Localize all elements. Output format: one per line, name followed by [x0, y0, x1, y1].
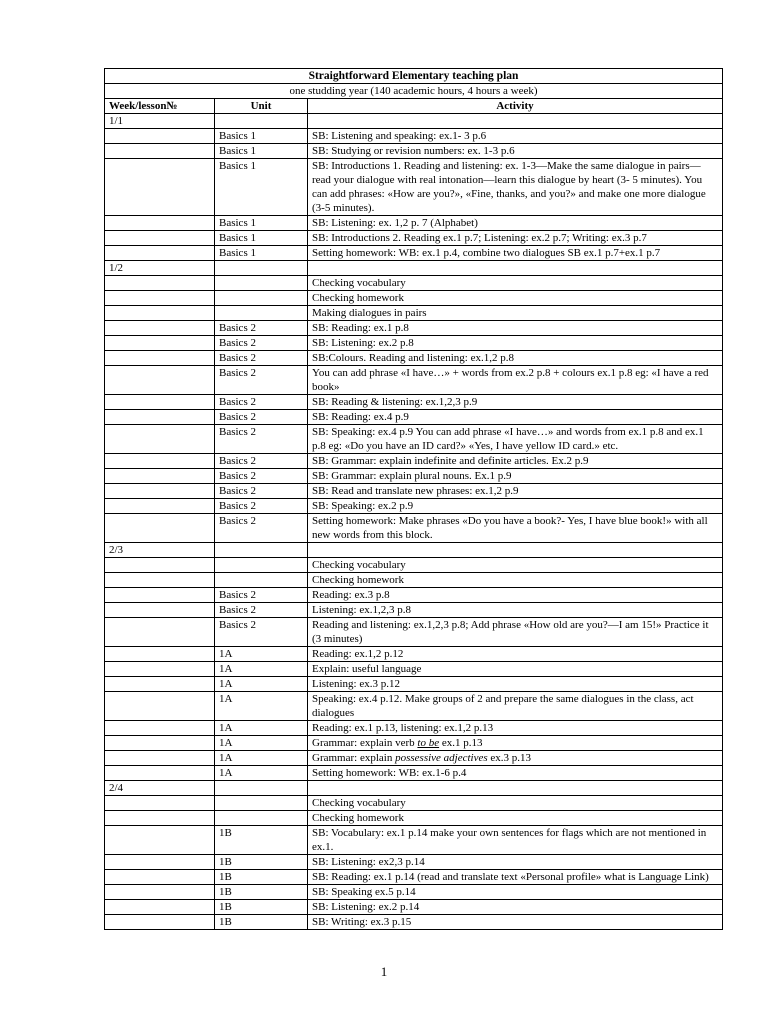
table-row: [105, 129, 723, 144]
week-cell: [105, 291, 215, 306]
table-row: [105, 291, 723, 306]
unit-cell: 1A: [215, 647, 308, 662]
activity-cell: You can add phrase «I have…» + words from ex.2 p.8 + colours ex.1 p.8 eg: «I have a red book»: [308, 366, 723, 395]
week-cell: [105, 321, 215, 336]
week-cell: [105, 915, 215, 930]
table-row: [105, 261, 723, 276]
header-row: [105, 99, 723, 114]
table-row: [105, 915, 723, 930]
unit-cell: [215, 261, 308, 276]
table-row: [105, 336, 723, 351]
unit-cell: 1A: [215, 736, 308, 751]
unit-cell: Basics 2: [215, 351, 308, 366]
header-activity: Activity: [308, 99, 723, 114]
activity-cell: [308, 543, 723, 558]
unit-cell: Basics 1: [215, 144, 308, 159]
activity-cell: Reading: ex.1 p.13, listening: ex.1,2 p.13: [308, 721, 723, 736]
unit-cell: [215, 114, 308, 129]
activity-cell: SB: Listening: ex. 1,2 p. 7 (Alphabet): [308, 216, 723, 231]
activity-cell: SB: Listening: ex2,3 p.14: [308, 855, 723, 870]
week-cell: [105, 677, 215, 692]
week-cell: [105, 484, 215, 499]
unit-cell: Basics 1: [215, 159, 308, 216]
subtitle-row: [105, 84, 723, 99]
table-row: [105, 647, 723, 662]
activity-cell: [308, 261, 723, 276]
activity-cell: SB: Grammar: explain plural nouns. Ex.1 p.9: [308, 469, 723, 484]
unit-cell: [215, 573, 308, 588]
week-cell: [105, 129, 215, 144]
unit-cell: [215, 781, 308, 796]
week-cell: 1/1: [105, 114, 215, 129]
unit-cell: 1B: [215, 885, 308, 900]
unit-cell: Basics 2: [215, 618, 308, 647]
week-cell: [105, 885, 215, 900]
week-cell: [105, 603, 215, 618]
activity-emphasis: possessive adjectives: [395, 752, 488, 764]
week-cell: [105, 558, 215, 573]
activity-cell: Listening: ex.1,2,3 p.8: [308, 603, 723, 618]
activity-cell: SB: Grammar: explain indefinite and definite articles. Ex.2 p.9: [308, 454, 723, 469]
week-cell: [105, 766, 215, 781]
unit-cell: Basics 2: [215, 454, 308, 469]
unit-cell: Basics 2: [215, 603, 308, 618]
table-row: [105, 751, 723, 766]
unit-cell: Basics 2: [215, 588, 308, 603]
activity-cell: SB: Reading & listening: ex.1,2,3 p.9: [308, 395, 723, 410]
header-unit: Unit: [215, 99, 308, 114]
title-row: [105, 69, 723, 84]
unit-cell: 1B: [215, 855, 308, 870]
week-cell: [105, 336, 215, 351]
activity-cell: [308, 781, 723, 796]
week-cell: [105, 870, 215, 885]
week-cell: [105, 231, 215, 246]
table-row: [105, 721, 723, 736]
header-week: Week/lesson№: [105, 99, 215, 114]
unit-cell: Basics 2: [215, 366, 308, 395]
week-cell: [105, 159, 215, 216]
week-cell: [105, 573, 215, 588]
unit-cell: 1A: [215, 766, 308, 781]
activity-cell: SB: Listening: ex.2 p.8: [308, 336, 723, 351]
activity-cell: SB: Vocabulary: ex.1 p.14 make your own sentences for flags which are not mentioned in ex.1.: [308, 826, 723, 855]
activity-text: Grammar: explain verb: [312, 737, 418, 749]
activity-cell: Speaking: ex.4 p.12. Make groups of 2 and prepare the same dialogues in the class, act dialogues: [308, 692, 723, 721]
activity-cell: SB: Introductions 2. Reading ex.1 p.7; Listening: ex.2 p.7; Writing: ex.3 p.7: [308, 231, 723, 246]
unit-cell: 1A: [215, 721, 308, 736]
week-cell: [105, 366, 215, 395]
activity-cell: SB:Colours. Reading and listening: ex.1,2 p.8: [308, 351, 723, 366]
activity-cell: SB: Reading: ex.4 p.9: [308, 410, 723, 425]
unit-cell: Basics 2: [215, 395, 308, 410]
table-row: [105, 588, 723, 603]
unit-cell: [215, 811, 308, 826]
activity-cell: Explain: useful language: [308, 662, 723, 677]
unit-cell: Basics 2: [215, 514, 308, 543]
table-row: [105, 425, 723, 454]
unit-cell: 1A: [215, 662, 308, 677]
activity-cell: Reading: ex.3 p.8: [308, 588, 723, 603]
week-cell: [105, 588, 215, 603]
table-row: [105, 573, 723, 588]
table-row: [105, 677, 723, 692]
week-cell: [105, 410, 215, 425]
table-row: [105, 885, 723, 900]
activity-cell: Listening: ex.3 p.12: [308, 677, 723, 692]
unit-cell: 1A: [215, 751, 308, 766]
document-title: Straightforward Elementary teaching plan: [105, 69, 723, 84]
week-cell: [105, 662, 215, 677]
table-row: [105, 395, 723, 410]
table-row: [105, 469, 723, 484]
table-row: [105, 514, 723, 543]
activity-cell: SB: Reading: ex.1 p.8: [308, 321, 723, 336]
activity-emphasis: to be: [417, 737, 440, 749]
table-row: [105, 618, 723, 647]
table-row: [105, 558, 723, 573]
table-row: [105, 216, 723, 231]
unit-cell: Basics 2: [215, 410, 308, 425]
activity-cell: Checking vocabulary: [308, 276, 723, 291]
unit-cell: 1B: [215, 900, 308, 915]
table-row: [105, 499, 723, 514]
activity-cell: SB: Read and translate new phrases: ex.1,2 p.9: [308, 484, 723, 499]
activity-cell: Checking vocabulary: [308, 796, 723, 811]
activity-cell: SB: Studying or revision numbers: ex. 1-3 p.6: [308, 144, 723, 159]
unit-cell: [215, 558, 308, 573]
week-cell: 1/2: [105, 261, 215, 276]
unit-cell: Basics 1: [215, 216, 308, 231]
week-cell: [105, 855, 215, 870]
week-cell: 2/3: [105, 543, 215, 558]
table-row: [105, 114, 723, 129]
activity-cell: SB: Speaking ex.5 p.14: [308, 885, 723, 900]
table-row: [105, 231, 723, 246]
table-row: [105, 811, 723, 826]
table-row: [105, 826, 723, 855]
teaching-plan-table: [104, 68, 723, 930]
table-row: [105, 276, 723, 291]
activity-cell: SB: Listening: ex.2 p.14: [308, 900, 723, 915]
unit-cell: 1A: [215, 692, 308, 721]
week-cell: [105, 647, 215, 662]
activity-cell: SB: Reading: ex.1 p.14 (read and translate text «Personal profile» what is Language Link): [308, 870, 723, 885]
unit-cell: Basics 2: [215, 425, 308, 454]
table-row: [105, 321, 723, 336]
unit-cell: [215, 306, 308, 321]
table-row: [105, 781, 723, 796]
page-number: 1: [380, 964, 388, 979]
table-row: [105, 603, 723, 618]
activity-text: ex.1 p.13: [439, 737, 483, 749]
table-row: [105, 662, 723, 677]
unit-cell: Basics 2: [215, 499, 308, 514]
table-row: [105, 454, 723, 469]
week-cell: [105, 246, 215, 261]
week-cell: 2/4: [105, 781, 215, 796]
activity-cell: [308, 114, 723, 129]
table-row: [105, 144, 723, 159]
week-cell: [105, 351, 215, 366]
unit-cell: 1B: [215, 826, 308, 855]
unit-cell: Basics 2: [215, 484, 308, 499]
activity-cell: SB: Writing: ex.3 p.15: [308, 915, 723, 930]
unit-cell: Basics 2: [215, 321, 308, 336]
activity-cell: SB: Listening and speaking: ex.1- 3 p.6: [308, 129, 723, 144]
week-cell: [105, 454, 215, 469]
week-cell: [105, 736, 215, 751]
week-cell: [105, 796, 215, 811]
table-row: [105, 366, 723, 395]
week-cell: [105, 900, 215, 915]
activity-cell: Setting homework: WB: ex.1 p.4, combine two dialogues SB ex.1 p.7+ex.1 p.7: [308, 246, 723, 261]
activity-text: Grammar: explain: [312, 752, 396, 764]
table-row: [105, 246, 723, 261]
week-cell: [105, 826, 215, 855]
table-row: [105, 900, 723, 915]
activity-cell: Checking vocabulary: [308, 558, 723, 573]
table-row: [105, 736, 723, 751]
table-row: [105, 351, 723, 366]
activity-cell: Reading and listening: ex.1,2,3 p.8; Add phrase «How old are you?—I am 15!» Practice it (3 minutes): [308, 618, 723, 647]
activity-cell: SB: Introductions 1. Reading and listening: ex. 1-3—Make the same dialogue in pairs—read your dialogue with real intonation—learn this dialogue by heart (3- 5 minutes). You can add phrases: «How are you?», «Fine, thanks, and you?» and make one more dialogue (3-5 minutes).: [308, 159, 723, 216]
table-row: [105, 543, 723, 558]
week-cell: [105, 425, 215, 454]
unit-cell: 1A: [215, 677, 308, 692]
document-subtitle: one studding year (140 academic hours, 4 hours a week): [105, 84, 723, 99]
week-cell: [105, 618, 215, 647]
week-cell: [105, 395, 215, 410]
table-row: [105, 766, 723, 781]
week-cell: [105, 514, 215, 543]
table-row: [105, 410, 723, 425]
week-cell: [105, 751, 215, 766]
unit-cell: Basics 1: [215, 246, 308, 261]
unit-cell: 1B: [215, 915, 308, 930]
activity-cell: Making dialogues in pairs: [308, 306, 723, 321]
week-cell: [105, 811, 215, 826]
week-cell: [105, 469, 215, 484]
week-cell: [105, 306, 215, 321]
week-cell: [105, 721, 215, 736]
week-cell: [105, 692, 215, 721]
activity-cell: Checking homework: [308, 811, 723, 826]
activity-cell: SB: Speaking: ex.2 p.9: [308, 499, 723, 514]
unit-cell: [215, 543, 308, 558]
table-row: [105, 484, 723, 499]
activity-text: ex.3 p.13: [487, 752, 532, 764]
table-row: [105, 796, 723, 811]
unit-cell: 1B: [215, 870, 308, 885]
table-row: [105, 855, 723, 870]
unit-cell: Basics 2: [215, 469, 308, 484]
activity-cell: Checking homework: [308, 291, 723, 306]
activity-cell: [308, 751, 723, 766]
unit-cell: Basics 1: [215, 231, 308, 246]
unit-cell: [215, 291, 308, 306]
activity-cell: Setting homework: Make phrases «Do you have a book?- Yes, I have blue book!» with all new words from this block.: [308, 514, 723, 543]
table-row: [105, 692, 723, 721]
unit-cell: Basics 2: [215, 336, 308, 351]
unit-cell: [215, 796, 308, 811]
week-cell: [105, 276, 215, 291]
table-row: [105, 159, 723, 216]
activity-cell: Checking homework: [308, 573, 723, 588]
week-cell: [105, 144, 215, 159]
table-row: [105, 306, 723, 321]
week-cell: [105, 499, 215, 514]
unit-cell: Basics 1: [215, 129, 308, 144]
activity-cell: Setting homework: WB: ex.1-6 p.4: [308, 766, 723, 781]
activity-cell: Reading: ex.1,2 p.12: [308, 647, 723, 662]
activity-cell: [308, 736, 723, 751]
activity-cell: SB: Speaking: ex.4 p.9 You can add phrase «I have…» and words from ex.1 p.8 and ex.1 p.8 eg: «Do you have an ID card?» «Yes, I have yellow ID card.» etc.: [308, 425, 723, 454]
table-row: [105, 870, 723, 885]
week-cell: [105, 216, 215, 231]
unit-cell: [215, 276, 308, 291]
